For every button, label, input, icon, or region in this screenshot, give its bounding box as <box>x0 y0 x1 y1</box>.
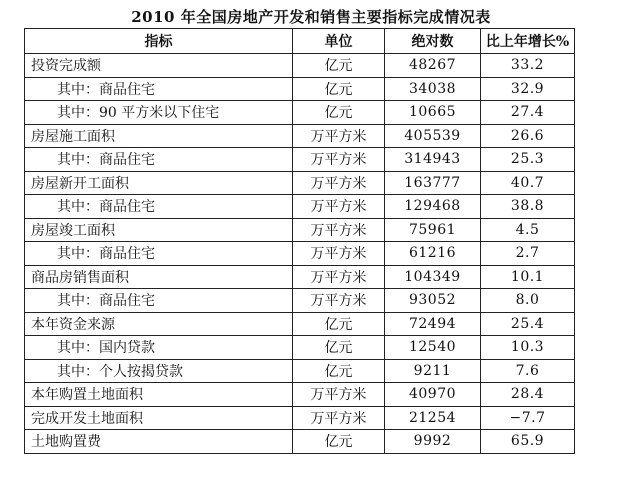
table-row <box>25 336 575 360</box>
growth-rate-cell: 32.9 <box>481 77 575 101</box>
unit-cell: 万平方米 <box>293 171 385 195</box>
absolute-value-cell: 9211 <box>385 359 481 383</box>
table-row <box>25 171 575 195</box>
indicator-cell: 其中：商品住宅 <box>25 148 293 172</box>
absolute-value-cell: 314943 <box>385 148 481 172</box>
absolute-value-cell: 61216 <box>385 242 481 266</box>
unit-cell: 万平方米 <box>293 148 385 172</box>
table-row <box>25 289 575 313</box>
indicator-cell: 房屋竣工面积 <box>25 218 293 242</box>
growth-rate-cell: 28.4 <box>481 383 575 407</box>
table-row <box>25 218 575 242</box>
absolute-value-cell: 34038 <box>385 77 481 101</box>
growth-rate-cell: 26.6 <box>481 124 575 148</box>
header-unit: 单位 <box>293 29 385 54</box>
indicator-cell: 本年购置土地面积 <box>25 383 293 407</box>
indicator-cell: 其中：国内贷款 <box>25 336 293 360</box>
header-row <box>25 29 575 54</box>
unit-cell: 万平方米 <box>293 265 385 289</box>
indicator-cell: 其中：商品住宅 <box>25 242 293 266</box>
absolute-value-cell: 129468 <box>385 195 481 219</box>
table-row <box>25 383 575 407</box>
absolute-value-cell: 75961 <box>385 218 481 242</box>
growth-rate-cell: 4.5 <box>481 218 575 242</box>
unit-cell: 万平方米 <box>293 218 385 242</box>
unit-cell: 亿元 <box>293 336 385 360</box>
absolute-value-cell: 21254 <box>385 406 481 430</box>
absolute-value-cell: 163777 <box>385 171 481 195</box>
growth-rate-cell: −7.7 <box>481 406 575 430</box>
table-row <box>25 77 575 101</box>
unit-cell: 万平方米 <box>293 383 385 407</box>
growth-rate-cell: 10.3 <box>481 336 575 360</box>
indicator-table <box>24 28 575 454</box>
table-title: 2010 年全国房地产开发和销售主要指标完成情况表 <box>131 8 491 26</box>
indicator-cell: 其中：90 平方米以下住宅 <box>25 101 293 125</box>
unit-cell: 万平方米 <box>293 242 385 266</box>
growth-rate-cell: 2.7 <box>481 242 575 266</box>
unit-cell: 亿元 <box>293 54 385 78</box>
unit-cell: 万平方米 <box>293 195 385 219</box>
indicator-cell: 投资完成额 <box>25 54 293 78</box>
table-row <box>25 54 575 78</box>
absolute-value-cell: 9992 <box>385 430 481 454</box>
absolute-value-cell: 40970 <box>385 383 481 407</box>
header-indicator: 指标 <box>25 29 293 54</box>
unit-cell: 亿元 <box>293 101 385 125</box>
absolute-value-cell: 104349 <box>385 265 481 289</box>
table-row <box>25 359 575 383</box>
growth-rate-cell: 25.4 <box>481 312 575 336</box>
indicator-cell: 本年资金来源 <box>25 312 293 336</box>
absolute-value-cell: 405539 <box>385 124 481 148</box>
indicator-cell: 完成开发土地面积 <box>25 406 293 430</box>
unit-cell: 亿元 <box>293 430 385 454</box>
growth-rate-cell: 25.3 <box>481 148 575 172</box>
growth-rate-cell: 33.2 <box>481 54 575 78</box>
growth-rate-cell: 38.8 <box>481 195 575 219</box>
absolute-value-cell: 48267 <box>385 54 481 78</box>
table-row <box>25 406 575 430</box>
table-row <box>25 430 575 454</box>
absolute-value-cell: 72494 <box>385 312 481 336</box>
absolute-value-cell: 12540 <box>385 336 481 360</box>
indicator-cell: 其中：个人按揭贷款 <box>25 359 293 383</box>
indicator-cell: 其中：商品住宅 <box>25 289 293 313</box>
indicator-cell: 房屋施工面积 <box>25 124 293 148</box>
table-row <box>25 195 575 219</box>
table-row <box>25 312 575 336</box>
growth-rate-cell: 27.4 <box>481 101 575 125</box>
header-absolute: 绝对数 <box>385 29 481 54</box>
indicator-cell: 其中：商品住宅 <box>25 77 293 101</box>
growth-rate-cell: 40.7 <box>481 171 575 195</box>
unit-cell: 万平方米 <box>293 289 385 313</box>
unit-cell: 亿元 <box>293 359 385 383</box>
table-row <box>25 101 575 125</box>
indicator-cell: 房屋新开工面积 <box>25 171 293 195</box>
unit-cell: 亿元 <box>293 77 385 101</box>
absolute-value-cell: 10665 <box>385 101 481 125</box>
indicator-cell: 其中：商品住宅 <box>25 195 293 219</box>
table-body <box>25 54 575 454</box>
table-row <box>25 148 575 172</box>
indicator-cell: 商品房销售面积 <box>25 265 293 289</box>
absolute-value-cell: 93052 <box>385 289 481 313</box>
unit-cell: 亿元 <box>293 312 385 336</box>
growth-rate-cell: 10.1 <box>481 265 575 289</box>
indicator-cell: 土地购置费 <box>25 430 293 454</box>
unit-cell: 万平方米 <box>293 124 385 148</box>
growth-rate-cell: 8.0 <box>481 289 575 313</box>
table-row <box>25 265 575 289</box>
growth-rate-cell: 7.6 <box>481 359 575 383</box>
unit-cell: 万平方米 <box>293 406 385 430</box>
table-row <box>25 124 575 148</box>
header-growth: 比上年增长% <box>481 29 575 54</box>
table-row <box>25 242 575 266</box>
growth-rate-cell: 65.9 <box>481 430 575 454</box>
